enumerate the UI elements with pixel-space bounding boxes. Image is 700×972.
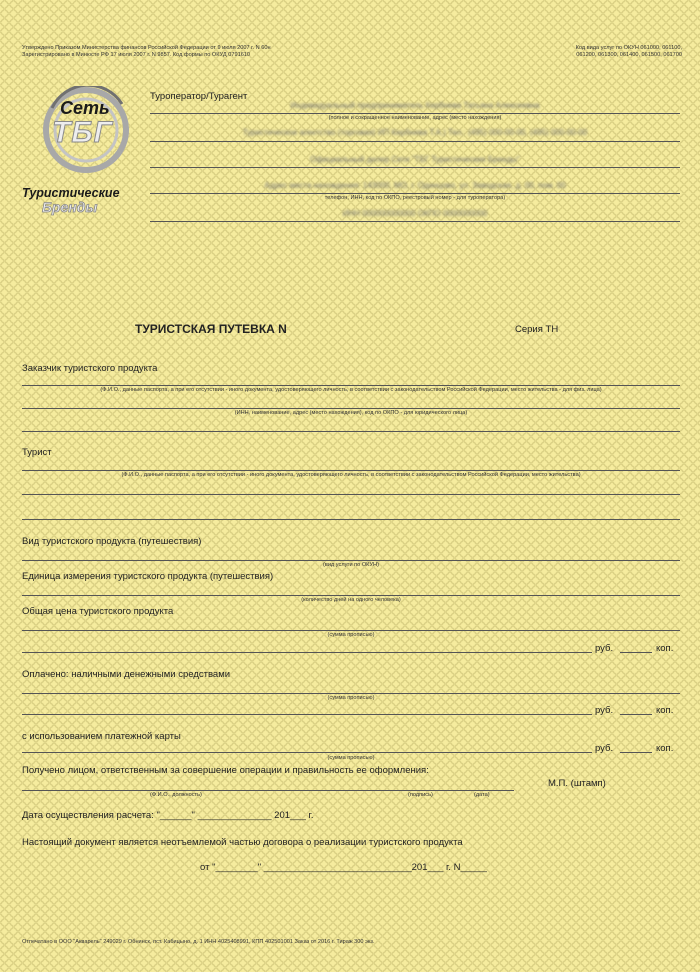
product-price-caption: (сумма прописью): [327, 632, 375, 638]
product-price-rule[interactable]: [22, 630, 680, 631]
printer-footer: Отпечатано в ООО "Акварель" 249029 г. Обнинск, пст. Кабицыно, д. 1 ИНН 4025408991, КПП 402501001 Заказ от 2016 г. Тираж 300 экз.: [22, 939, 375, 945]
operator-label: Туроператор/Турагент: [150, 91, 248, 102]
customer-caption1: (Ф.И.О., данные паспорта, а при его отсутствии - иного документа, удостоверяющего личность, в соответствии с законодательством Российской Федерации, место жительства - для физ. лица): [100, 387, 602, 393]
operator-line5-rule: [150, 221, 680, 222]
tourist-label: Турист: [22, 447, 52, 458]
cash-rub-rule[interactable]: [22, 714, 592, 715]
stamp-label: М.П. (штамп): [548, 778, 606, 789]
operator-line4-rule: [150, 193, 680, 194]
logo-brand-line2: Бренды: [42, 199, 98, 215]
payment-cash-caption: (сумма прописью): [327, 695, 375, 701]
tourist-rule-1[interactable]: [22, 470, 680, 471]
cash-kop-label: коп.: [656, 705, 674, 716]
contract-text: Настоящий документ является неотъемлемой частью договора о реализации туристского продукта: [22, 837, 463, 848]
logo-brand-line1: Туристические: [22, 186, 120, 200]
cash-rub-label: руб.: [595, 705, 614, 716]
header-right-line2: 061200, 061300, 061400, 061500, 061700: [576, 52, 682, 58]
operator-line3: Официальный дилер Сети "ТБГ Туристические Бренды": [310, 155, 520, 164]
operator-caption1: (полное и сокращенное наименование, адрес (место нахождения): [328, 115, 502, 121]
card-kop-label: коп.: [656, 743, 674, 754]
operator-line4: Адрес места нахождения: 143000, МО, г. Одинцово, ул. Заводская, д. 00, пом. 00: [264, 181, 566, 190]
card-rub-label: руб.: [595, 743, 614, 754]
header-left: [22, 45, 402, 59]
price-kop-label: коп.: [656, 643, 674, 654]
payment-card-label: с использованием платежной карты: [22, 731, 181, 742]
customer-rule-2[interactable]: [22, 408, 680, 409]
receiver-cap-date: (дата): [474, 792, 490, 798]
operator-caption4: телефон, ИНН, код по ОКПО, реестровый номер - для туроператора): [324, 195, 506, 201]
payment-cash-rule[interactable]: [22, 693, 680, 694]
tbg-logo: [22, 86, 146, 226]
logo-mid-text: ТБГ: [52, 116, 113, 149]
voucher-title: ТУРИСТСКАЯ ПУТЕВКА N: [135, 322, 287, 336]
price-rub-rule[interactable]: [22, 652, 592, 653]
customer-caption2: (ИНН, наименование, адрес (место нахождения), код по ОКПО - для юридического лица): [234, 410, 468, 416]
header-left-line2: Зарегистрировано в Минюсте РФ 17 июля 2007 г. N 9857. Код формы по ОКУД 0791610: [22, 52, 251, 58]
customer-rule-1[interactable]: [22, 385, 680, 386]
receiver-cap-sign: (подпись): [408, 792, 433, 798]
receiver-cap-fio: (Ф.И.О., должность): [150, 792, 202, 798]
cash-kop-rule[interactable]: [620, 714, 652, 715]
price-rub-label: руб.: [595, 643, 614, 654]
product-unit-rule[interactable]: [22, 595, 680, 596]
operator-line3-rule: [150, 167, 680, 168]
product-unit-caption: (количество дней на одного человека): [301, 597, 401, 603]
tourist-caption: (Ф.И.О., данные паспорта, а при его отсутствии - иного документа, удостоверяющего личность, в соответствии с законодательством Российской Федерации, место жительства): [121, 472, 581, 478]
product-type-rule[interactable]: [22, 560, 680, 561]
operator-line1-rule: [150, 113, 680, 114]
tourist-rule-2[interactable]: [22, 494, 680, 495]
product-type-label: Вид туристского продукта (путешествия): [22, 536, 202, 547]
logo-top-text: Сеть: [60, 98, 110, 118]
card-rub-rule[interactable]: [22, 752, 592, 753]
product-price-label: Общая цена туристского продукта: [22, 606, 174, 617]
operator-line1: Индивидуальный предприниматель Кербнева Татьяна Алексеевна: [290, 101, 540, 110]
contract-dateline[interactable]: от "________" ____________________________201___ г. N_____: [200, 862, 487, 873]
header-left-line1: Утверждено Приказом Министерства финансов Российской Федерации от 9 июля 2007 г. N 60н: [22, 45, 271, 51]
operator-line5: ИНН 000000000000 ОКПО 0000000000: [342, 209, 488, 218]
operator-line2-rule: [150, 141, 680, 142]
product-unit-label: Единица измерения туристского продукта (путешествия): [22, 571, 274, 582]
header-right-line1: Код вида услуг по ОКУН 061000, 061100,: [575, 45, 682, 51]
receiver-rule[interactable]: [22, 790, 514, 791]
customer-label: Заказчик туристского продукта: [22, 363, 158, 374]
customer-rule-3[interactable]: [22, 431, 680, 432]
product-type-caption: (вид услуги по ОКУН): [323, 562, 379, 568]
payment-cash-label: Оплачено: наличными денежными средствами: [22, 669, 231, 680]
payment-card-caption: (сумма прописью): [327, 755, 375, 761]
tourist-rule-3[interactable]: [22, 519, 680, 520]
price-kop-rule[interactable]: [620, 652, 652, 653]
settlement-date[interactable]: Дата осуществления расчета: "______" ______________ 201___ г.: [22, 810, 314, 821]
header-right: [576, 45, 682, 59]
card-kop-rule[interactable]: [620, 752, 652, 753]
voucher-series: Серия ТН: [515, 324, 559, 335]
operator-line2: Туристическое агентство (торговая) ИП Кербнева Т.А.) Тел.: (495) 000-00-00, (495) 000-00-00: [242, 128, 588, 137]
receiver-label: Получено лицом, ответственным за совершение операции и правильность ее оформления:: [22, 765, 429, 776]
